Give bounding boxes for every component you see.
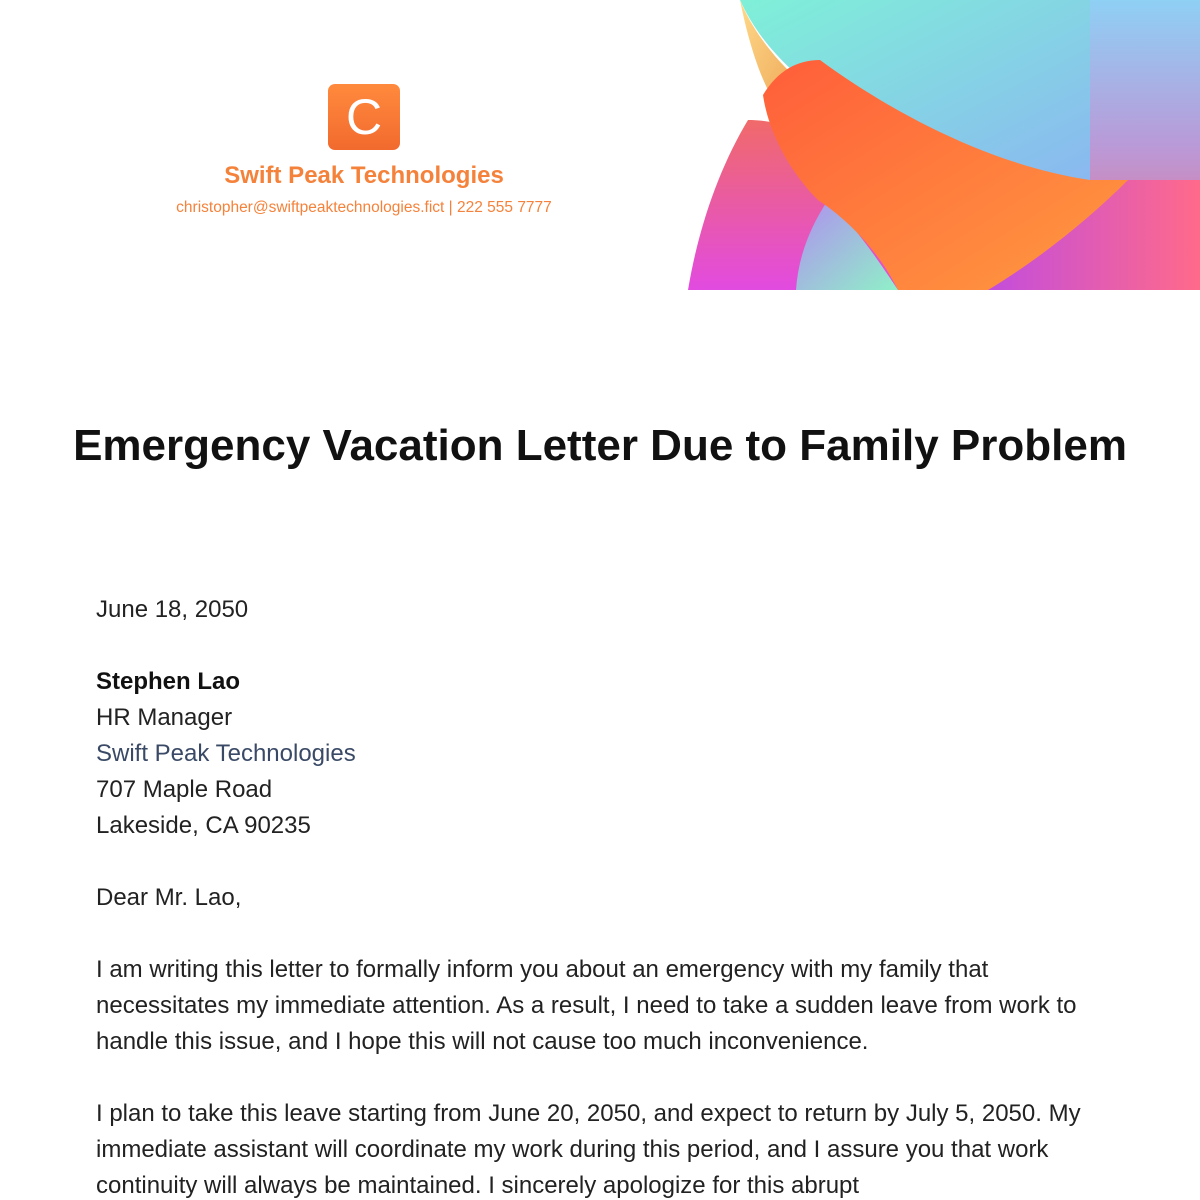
- recipient-name: Stephen Lao: [96, 668, 241, 695]
- company-contact: christopher@swiftpeaktechnologies.fict | 222 555 7777: [176, 199, 552, 216]
- company-logo: C: [328, 84, 400, 150]
- recipient-position: HR Manager: [96, 704, 233, 731]
- decorative-artwork: [688, 0, 1200, 290]
- company-name: Swift Peak Technologies: [224, 162, 504, 189]
- body-paragraph: I plan to take this leave starting from June 20, 2050, and expect to return by July 5, 2050. My immediate assistant will coordinate my work during this period, and I assure you that work continuity will always be maintained. I sincerely apologize for this abrupt: [96, 1100, 1081, 1199]
- letter-title: Emergency Vacation Letter Due to Family Problem: [73, 421, 1127, 470]
- recipient-city: Lakeside, CA 90235: [96, 812, 311, 839]
- brand-header: [155, 84, 573, 218]
- recipient-street: 707 Maple Road: [96, 776, 273, 803]
- recipient-company: Swift Peak Technologies: [96, 740, 356, 767]
- body-paragraph: I am writing this letter to formally inform you about an emergency with my family that necessitates my immediate attention. As a result, I need to take a sudden leave from work to handle this issue, and I hope this will not cause too much inconvenience.: [96, 956, 1077, 1055]
- salutation: Dear Mr. Lao,: [96, 884, 242, 911]
- letter-date: June 18, 2050: [96, 596, 249, 623]
- recipient-address: [96, 664, 1096, 844]
